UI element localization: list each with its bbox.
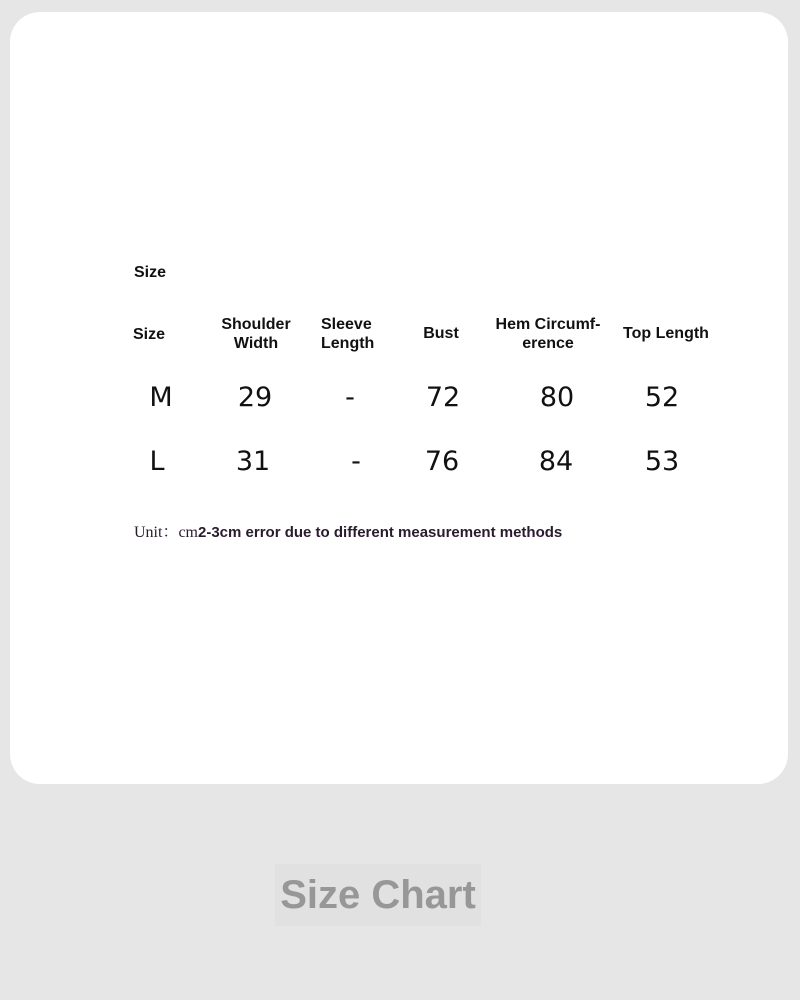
cell-sleeve-length: - bbox=[351, 446, 361, 477]
cell-sleeve-length: - bbox=[345, 382, 355, 413]
cell-top-length: 53 bbox=[644, 446, 680, 477]
section-label: Size bbox=[134, 264, 167, 281]
measurement-note bbox=[134, 519, 562, 542]
header-top-length: Top Length bbox=[623, 325, 709, 342]
header-bust: Bust bbox=[423, 325, 459, 342]
cell-size: L bbox=[149, 446, 165, 477]
size-chart-title: Size Chart bbox=[275, 864, 481, 926]
cell-top-length: 52 bbox=[644, 382, 680, 413]
header-hem-circumference: Hem Circumf- erence bbox=[495, 316, 601, 352]
size-chart-card bbox=[10, 12, 788, 784]
cell-bust: 76 bbox=[424, 446, 460, 477]
cell-hem-circumference: 84 bbox=[538, 446, 574, 477]
cell-size: M bbox=[149, 382, 173, 413]
header-size: Size bbox=[133, 326, 166, 343]
header-sleeve-length: Sleeve Length bbox=[321, 316, 375, 352]
header-shoulder-width: Shoulder Width bbox=[221, 316, 291, 352]
cell-bust: 72 bbox=[425, 382, 461, 413]
cell-hem-circumference: 80 bbox=[539, 382, 575, 413]
cell-shoulder-width: 29 bbox=[237, 382, 273, 413]
cell-shoulder-width: 31 bbox=[235, 446, 271, 477]
unit-label: Unit：cm bbox=[134, 524, 198, 541]
error-message: 2-3cm error due to different measurement methods bbox=[198, 524, 563, 541]
